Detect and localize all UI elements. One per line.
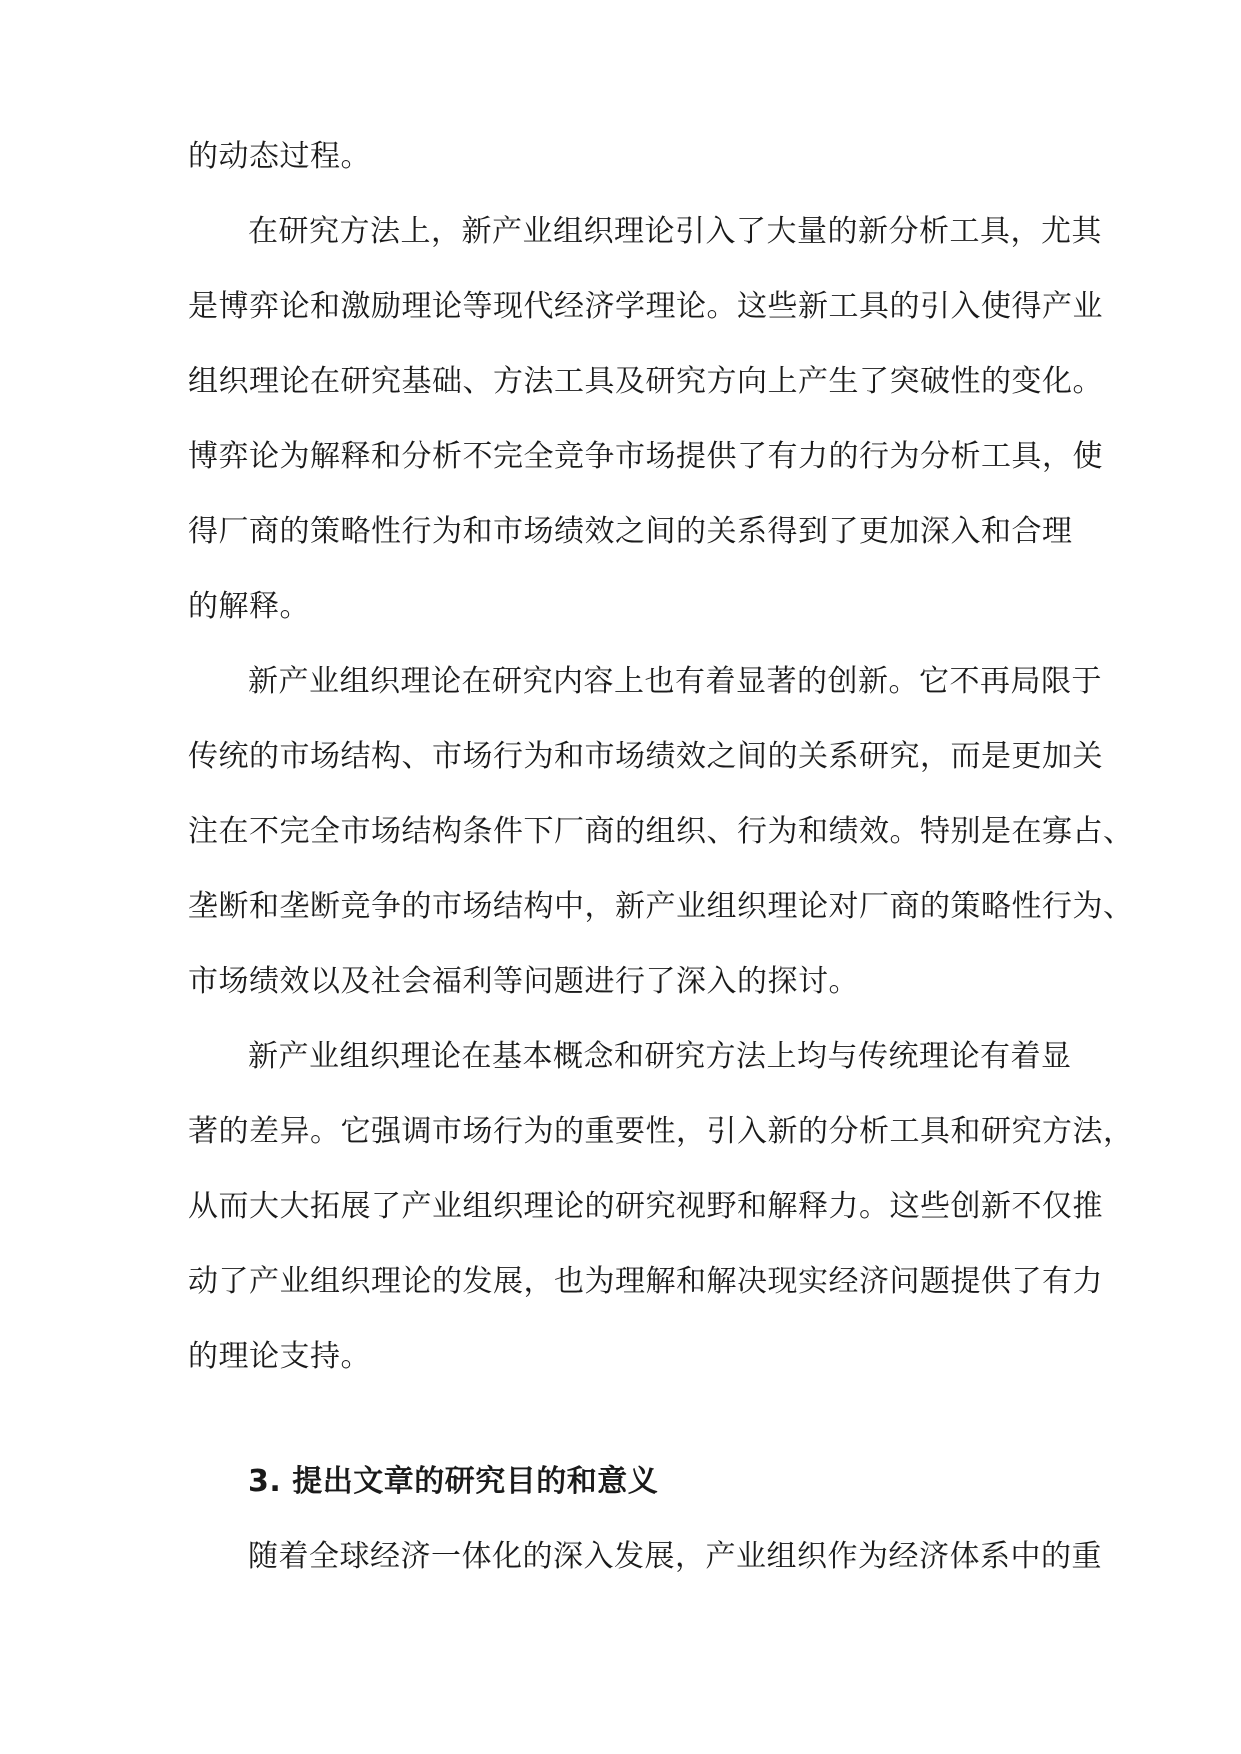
text-line: 动了产业组织理论的发展，也为理解和解决现实经济问题提供了有力: [188, 1264, 1103, 1299]
text-line: 的动态过程。: [188, 139, 371, 174]
text-line: 的解释。: [188, 589, 310, 624]
paragraph-start-line: 在研究方法上，新产业组织理论引入了大量的新分析工具，尤其: [248, 214, 1102, 249]
text-line: 市场绩效以及社会福利等问题进行了深入的探讨。: [188, 964, 859, 999]
text-line: 传统的市场结构、市场行为和市场绩效之间的关系研究，而是更加关: [188, 739, 1103, 774]
text-line: 著的差异。它强调市场行为的重要性，引入新的分析工具和研究方法，: [188, 1114, 1134, 1149]
text-line: 组织理论在研究基础、方法工具及研究方向上产生了突破性的变化。: [188, 364, 1103, 399]
text-line: 是博弈论和激励理论等现代经济学理论。这些新工具的引入使得产业: [188, 289, 1103, 324]
paragraph-start-line: 随着全球经济一体化的深入发展，产业组织作为经济体系中的重: [248, 1539, 1102, 1574]
text-line: 博弈论为解释和分析不完全竞争市场提供了有力的行为分析工具，使: [188, 439, 1103, 474]
text-line: 垄断和垄断竞争的市场结构中，新产业组织理论对厂商的策略性行为、: [188, 889, 1134, 924]
text-line: 的理论支持。: [188, 1339, 371, 1374]
paragraph-start-line: 新产业组织理论在研究内容上也有着显著的创新。它不再局限于: [248, 664, 1102, 699]
section-heading: 3. 提出文章的研究目的和意义: [248, 1464, 659, 1499]
text-line: 得厂商的策略性行为和市场绩效之间的关系得到了更加深入和合理: [188, 514, 1073, 549]
text-line: 从而大大拓展了产业组织理论的研究视野和解释力。这些创新不仅推: [188, 1189, 1103, 1224]
text-line: 注在不完全市场结构条件下厂商的组织、行为和绩效。特别是在寡占、: [188, 814, 1134, 849]
paragraph-start-line: 新产业组织理论在基本概念和研究方法上均与传统理论有着显: [248, 1039, 1072, 1074]
